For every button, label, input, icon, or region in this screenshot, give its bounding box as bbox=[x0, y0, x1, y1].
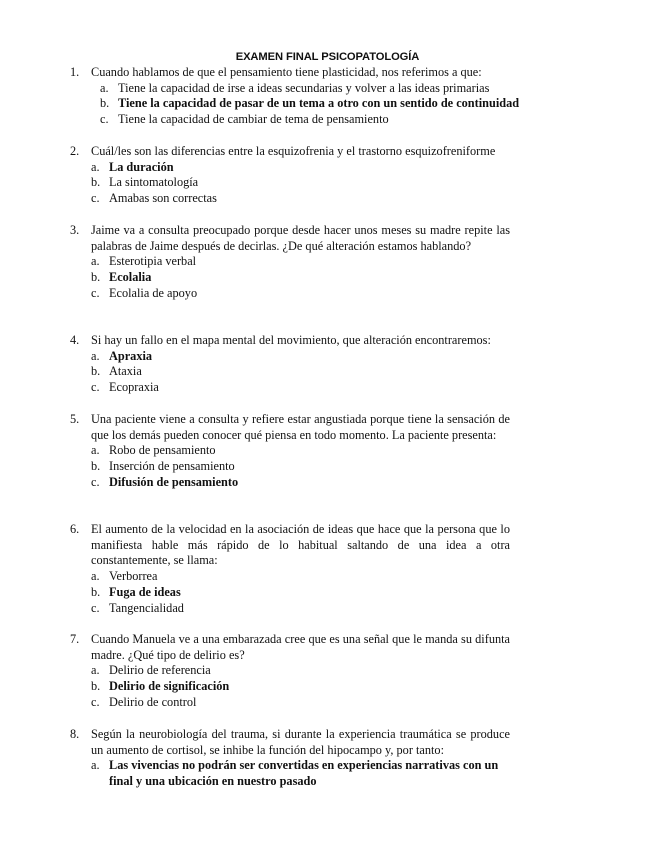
option-letter: c. bbox=[91, 285, 100, 300]
question-5 bbox=[70, 412, 510, 491]
question-text: Jaime va a consulta preocupado porque desde hacer unos meses su madre repite las palabras de Jaime después de decirlas. ¿De qué alteración estamos hablando? bbox=[91, 223, 510, 253]
option-text: Delirio de referencia bbox=[109, 663, 211, 678]
option-letter: b. bbox=[91, 364, 101, 379]
option-c bbox=[70, 286, 510, 302]
option-text: Robo de pensamiento bbox=[109, 443, 216, 458]
option-b bbox=[70, 459, 510, 475]
option-text: Amabas son correctas bbox=[109, 191, 217, 206]
option-letter: c. bbox=[91, 191, 100, 206]
option-letter: c. bbox=[91, 474, 100, 489]
option-c-correct bbox=[70, 475, 510, 491]
question-text: El aumento de la velocidad en la asociación de ideas que hace que la persona que lo manifiesta hable más rápido de lo habitual saltando de una idea a otra constantemente, se llama: bbox=[91, 522, 510, 568]
question-number: 7. bbox=[70, 632, 80, 646]
question-text: Cuando hablamos de que el pensamiento tiene plasticidad, nos referimos a que: bbox=[91, 65, 482, 79]
option-c bbox=[70, 695, 510, 711]
option-b-correct bbox=[70, 585, 510, 601]
option-text: Tiene la capacidad de cambiar de tema de pensamiento bbox=[118, 112, 389, 127]
option-letter: a. bbox=[91, 443, 100, 458]
option-text: Ataxia bbox=[109, 364, 142, 379]
option-letter: b. bbox=[91, 175, 101, 190]
question-number: 2. bbox=[70, 144, 80, 158]
option-b-correct bbox=[70, 679, 510, 695]
option-letter: a. bbox=[91, 758, 100, 773]
option-letter: b. bbox=[91, 679, 101, 694]
option-text: Tangencialidad bbox=[109, 600, 184, 615]
question-number: 6. bbox=[70, 522, 80, 536]
option-letter: b. bbox=[91, 584, 101, 599]
question-2 bbox=[70, 144, 540, 207]
option-text: Verborrea bbox=[109, 569, 158, 584]
question-1 bbox=[70, 65, 540, 128]
question-number: 4. bbox=[70, 333, 80, 347]
option-a bbox=[70, 81, 540, 97]
option-text: Difusión de pensamiento bbox=[109, 474, 239, 489]
option-c bbox=[70, 112, 540, 128]
option-letter: c. bbox=[100, 112, 109, 127]
option-letter: c. bbox=[91, 600, 100, 615]
question-text: Según la neurobiología del trauma, si durante la experiencia traumática se produce un aumento de cortisol, se inhibe la función del hipocampo y, por tanto: bbox=[91, 727, 510, 757]
option-text: La sintomatología bbox=[109, 175, 199, 190]
question-text: Cuál/les son las diferencias entre la esquizofrenia y el trastorno esquizofreniforme bbox=[91, 144, 496, 158]
question-6 bbox=[70, 522, 510, 616]
page-title: EXAMEN FINAL PSICOPATOLOGÍA bbox=[235, 51, 420, 63]
option-text: La duración bbox=[109, 159, 174, 174]
question-8 bbox=[70, 727, 510, 790]
question-text: Cuando Manuela ve a una embarazada cree que es una señal que le manda su difunta madre. ¿Qué tipo de delirio es? bbox=[91, 632, 510, 662]
question-4 bbox=[70, 333, 530, 396]
option-letter: c. bbox=[91, 694, 100, 709]
question-text: Una paciente viene a consulta y refiere estar angustiada porque tiene la sensación de que los demás pueden conocer qué piensa en todo momento. La paciente presenta: bbox=[91, 412, 510, 442]
option-c bbox=[70, 601, 510, 617]
question-number: 8. bbox=[70, 727, 80, 741]
option-letter: a. bbox=[91, 569, 100, 584]
question-3 bbox=[70, 223, 510, 302]
question-text: Si hay un fallo en el mapa mental del movimiento, que alteración encontraremos: bbox=[91, 333, 491, 347]
option-text: Ecolalia bbox=[109, 270, 152, 285]
option-letter: a. bbox=[91, 663, 100, 678]
option-letter: b. bbox=[100, 96, 110, 111]
question-number: 5. bbox=[70, 412, 80, 426]
option-b bbox=[70, 175, 540, 191]
option-c bbox=[70, 380, 530, 396]
option-a-correct bbox=[70, 349, 530, 365]
option-a-correct bbox=[70, 160, 540, 176]
option-a-correct bbox=[70, 758, 510, 789]
option-text: Tiene la capacidad de irse a ideas secundarias y volver a las ideas primarias bbox=[118, 80, 490, 95]
option-text: Apraxia bbox=[109, 348, 153, 363]
question-number: 1. bbox=[70, 65, 80, 79]
question-7 bbox=[70, 632, 510, 711]
option-text: Ecolalia de apoyo bbox=[109, 285, 198, 300]
option-text: Esterotipia verbal bbox=[109, 254, 197, 269]
option-text: Ecopraxia bbox=[109, 380, 159, 395]
question-number: 3. bbox=[70, 223, 80, 237]
option-a bbox=[70, 254, 510, 270]
option-b-correct bbox=[70, 96, 540, 112]
option-text: Delirio de control bbox=[109, 694, 197, 709]
option-letter: c. bbox=[91, 380, 100, 395]
option-letter: a. bbox=[100, 80, 109, 95]
option-a bbox=[70, 663, 510, 679]
option-letter: a. bbox=[91, 159, 100, 174]
option-text: Inserción de pensamiento bbox=[109, 459, 235, 474]
option-letter: b. bbox=[91, 270, 101, 285]
option-letter: a. bbox=[91, 254, 100, 269]
option-text: Tiene la capacidad de pasar de un tema a otro con un sentido de continuidad bbox=[118, 96, 520, 111]
option-a bbox=[70, 569, 510, 585]
option-text: Fuga de ideas bbox=[109, 584, 181, 599]
option-b-correct bbox=[70, 270, 510, 286]
option-b bbox=[70, 364, 530, 380]
option-a bbox=[70, 443, 510, 459]
option-text: Las vivencias no podrán ser convertidas en experiencias narrativas con un final y una ubicación en nuestro pasado bbox=[109, 758, 499, 789]
option-letter: b. bbox=[91, 459, 101, 474]
option-letter: a. bbox=[91, 348, 100, 363]
option-c bbox=[70, 191, 540, 207]
option-text: Delirio de significación bbox=[109, 679, 230, 694]
